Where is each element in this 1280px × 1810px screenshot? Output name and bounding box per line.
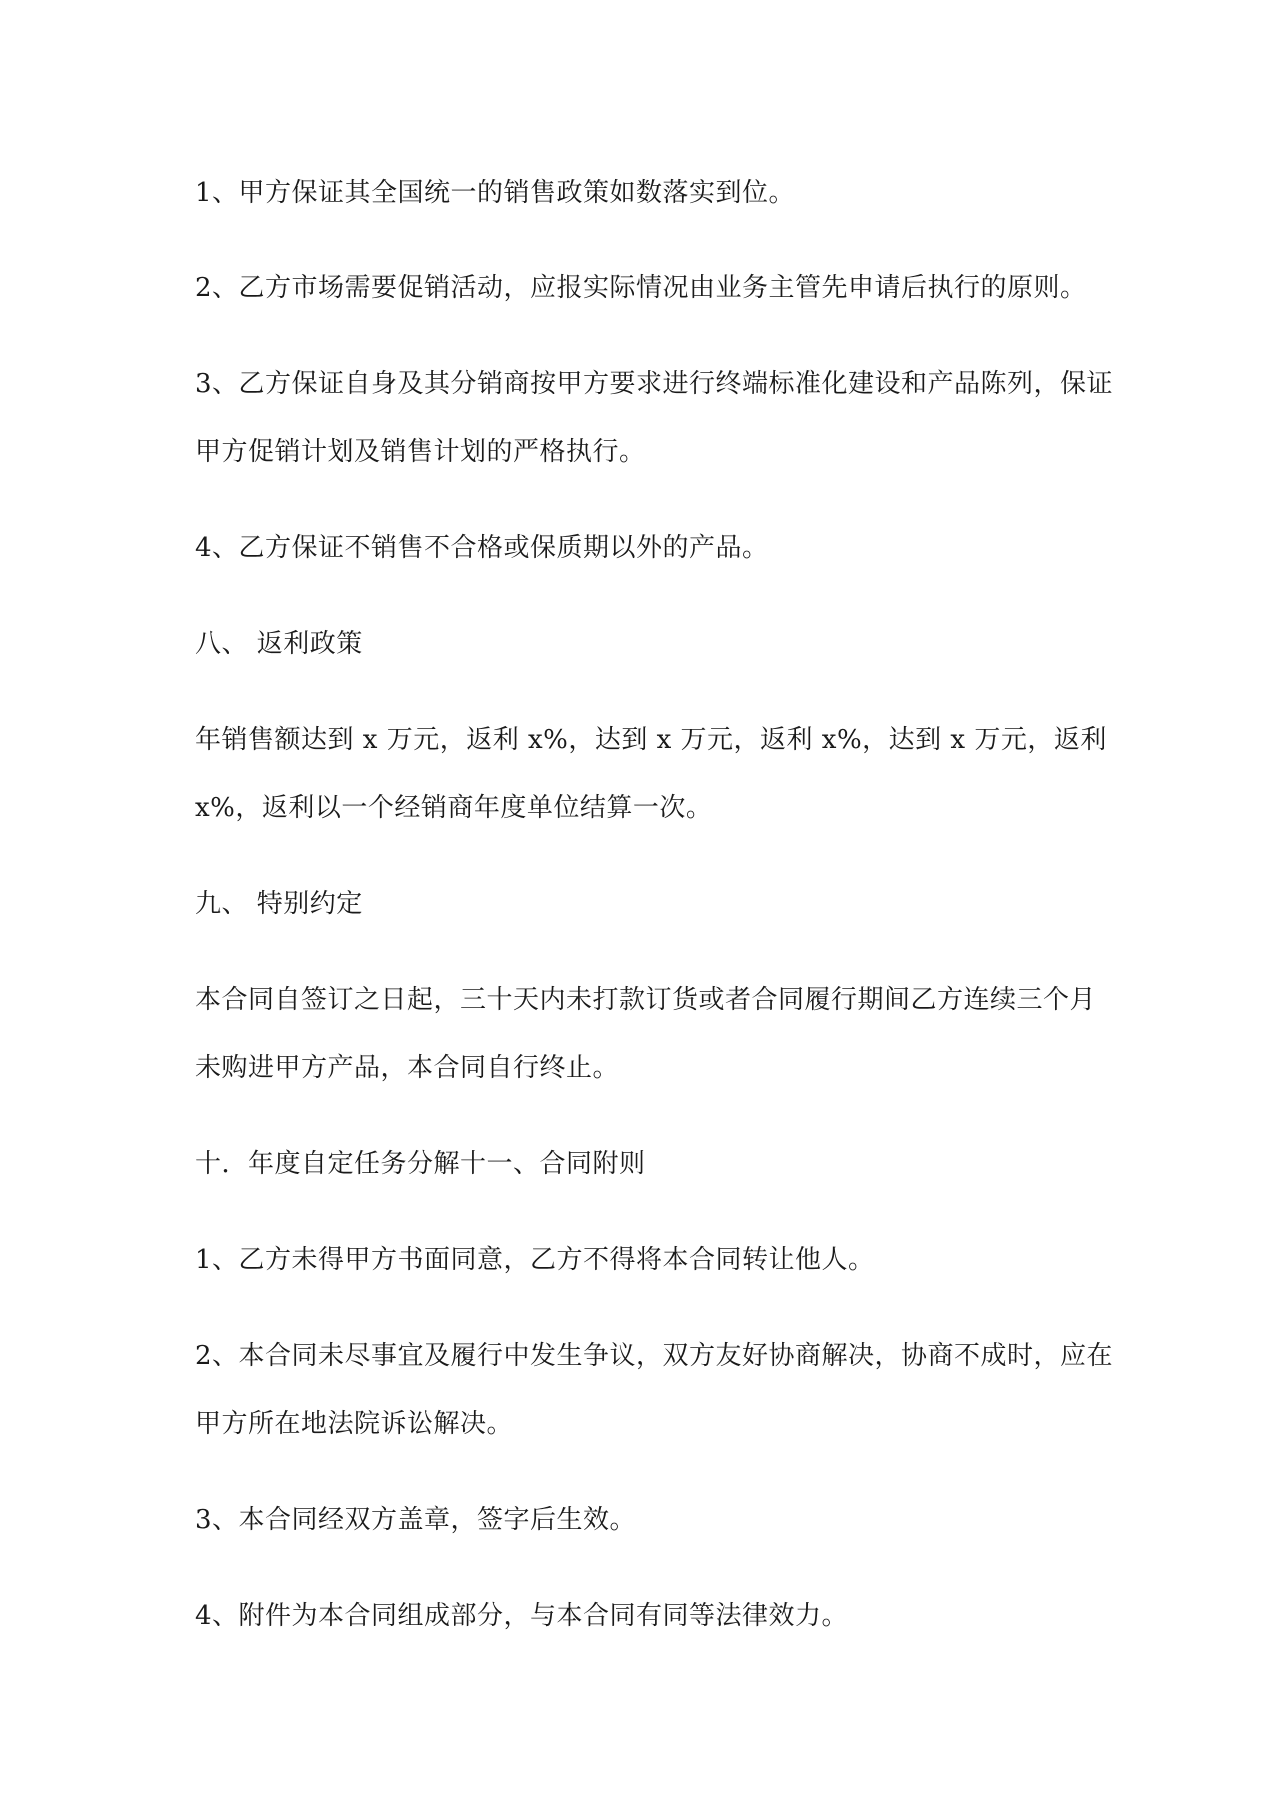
clause-line: 2、本合同未尽事宜及履行中发生争议，双方友好协商解决，协商不成时，应在 [195,1341,1114,1371]
clause-line: 2、乙方市场需要促销活动，应报实际情况由业务主管先申请后执行的原则。 [195,273,1087,303]
clause-line: 4、乙方保证不销售不合格或保质期以外的产品。 [195,533,769,563]
clause-line: 1、乙方未得甲方书面同意，乙方不得将本合同转让他人。 [195,1245,875,1275]
clause-line: 1、甲方保证其全国统一的销售政策如数落实到位。 [195,178,796,208]
clause-line: 3、乙方保证自身及其分销商按甲方要求进行终端标准化建设和产品陈列，保证 [195,369,1114,399]
clause-line: 甲方促销计划及销售计划的严格执行。 [195,437,646,467]
section-heading: 八、 返利政策 [195,629,363,659]
clause-line: 本合同自签订之日起，三十天内未打款订货或者合同履行期间乙方连续三个月 [195,985,1097,1015]
clause-line: 4、附件为本合同组成部分，与本合同有同等法律效力。 [195,1601,849,1631]
clause-line: 未购进甲方产品，本合同自行终止。 [195,1053,620,1083]
section-heading: 九、 特别约定 [195,889,363,919]
clause-line: x%，返利以一个经销商年度单位结算一次。 [195,793,713,823]
clause-line: 甲方所在地法院诉讼解决。 [195,1409,514,1439]
section-heading: 十．年度自定任务分解十一、合同附则 [195,1149,646,1179]
clause-line: 3、本合同经双方盖章，签字后生效。 [195,1505,637,1535]
clause-line: 年销售额达到 x 万元，返利 x%，达到 x 万元，返利 x%，达到 x 万元，返利 [195,725,1107,755]
